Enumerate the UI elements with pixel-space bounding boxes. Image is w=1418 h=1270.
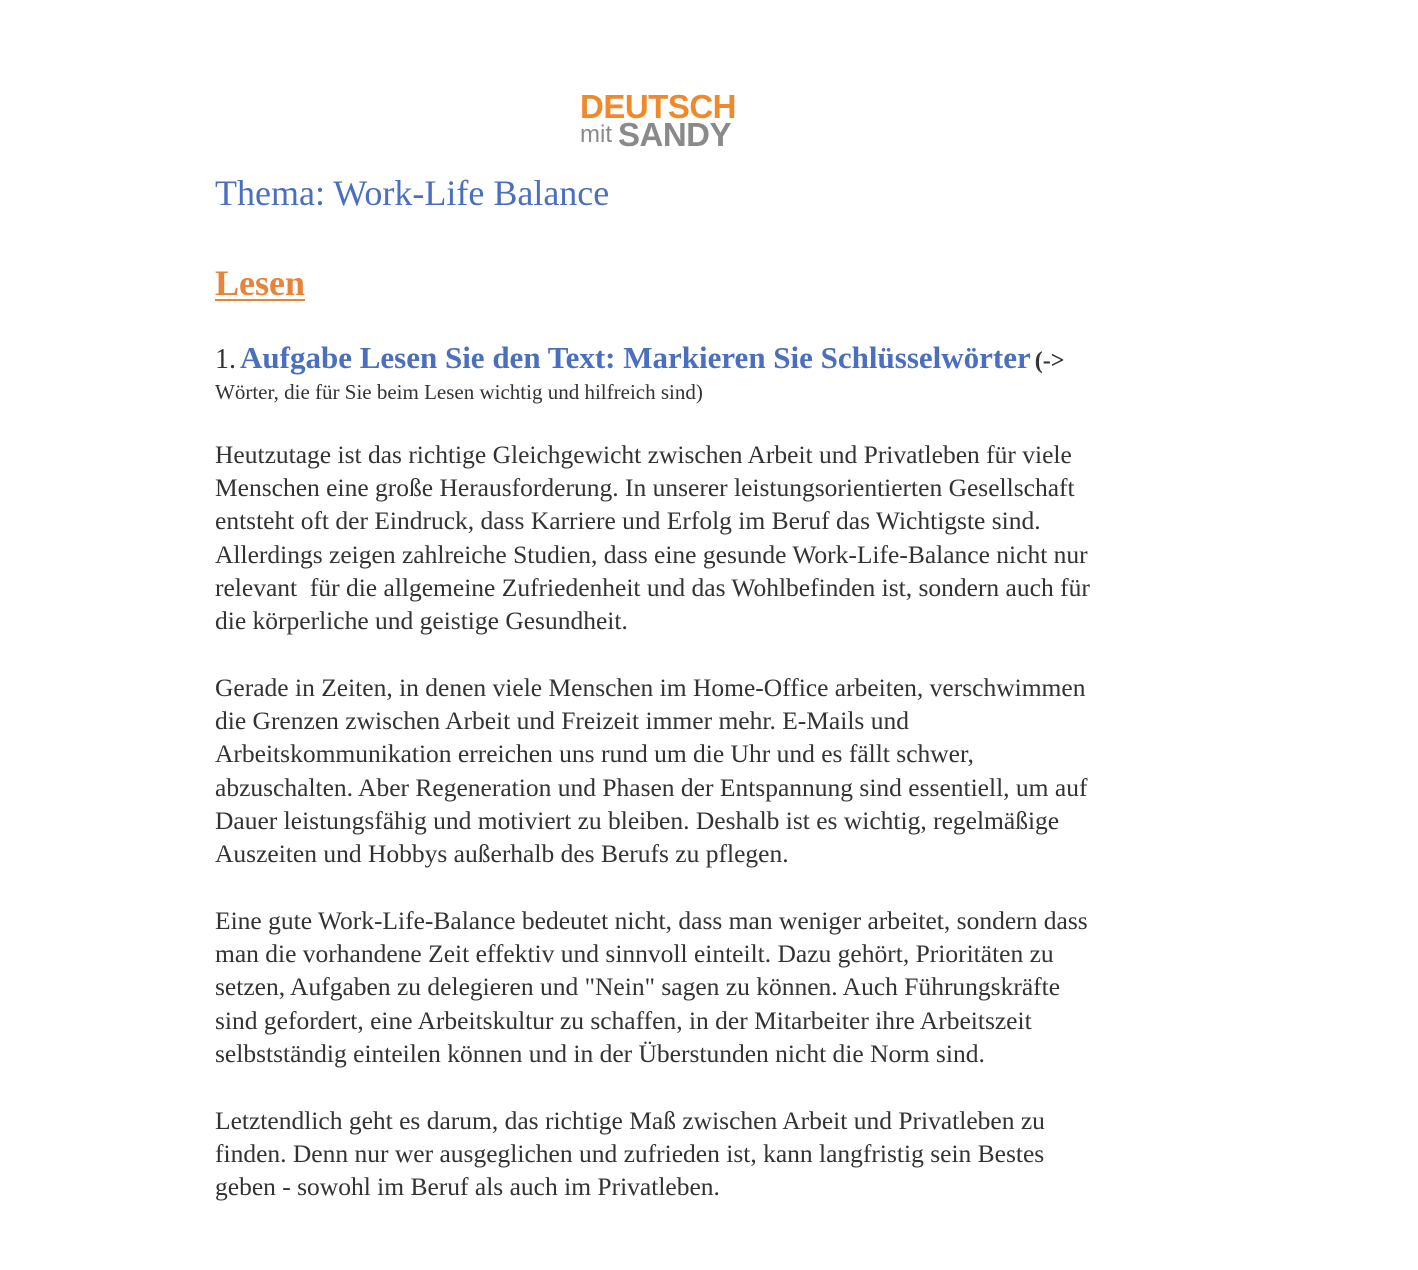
paragraph-line: Arbeitskommunikation erreichen uns rund um die Uhr und es fällt schwer, <box>215 739 974 769</box>
paragraph-line: man die vorhandene Zeit effektiv und sinnvoll einteilt. Dazu gehört, Prioritäten zu <box>215 939 1054 969</box>
task-number: 1. <box>215 344 236 375</box>
paragraph-line: abzuschalten. Aber Regeneration und Phasen der Entspannung sind essentiell, um auf <box>215 772 1088 802</box>
paragraph-line: entsteht oft der Eindruck, dass Karriere und Erfolg im Beruf das Wichtigste sind. <box>215 506 1041 536</box>
paragraph-4 <box>215 1104 1225 1204</box>
paragraph-line: Eine gute Work-Life-Balance bedeutet nicht, dass man weniger arbeitet, sondern dass <box>215 906 1088 935</box>
paragraph-line: sind gefordert, eine Arbeitskultur zu schaffen, in der Mitarbeiter ihre Arbeitszeit <box>215 1005 1032 1035</box>
paragraph-line: relevant für die allgemeine Zufriedenheit und das Wohlbefinden ist, sondern auch für <box>215 572 1090 602</box>
task-arrow: (-> <box>1034 348 1065 374</box>
paragraph-1 <box>215 438 1225 637</box>
paragraph-3 <box>215 904 1225 1070</box>
paragraph-line: Menschen eine große Herausforderung. In unserer leistungsorientierten Gesellschaft <box>215 473 1075 503</box>
paragraph-line: Letztendlich geht es darum, das richtige Maß zwischen Arbeit und Privatleben zu <box>215 1106 1045 1135</box>
logo-text-sandy: SANDY <box>618 116 732 153</box>
task-heading-line <box>215 340 1215 382</box>
paragraph-2 <box>215 671 1225 870</box>
paragraph-line: setzen, Aufgaben zu delegieren und "Nein" sagen zu können. Auch Führungskräfte <box>215 972 1061 1002</box>
logo-text-mit: mit <box>580 121 612 148</box>
paragraph-line: Gerade in Zeiten, in denen viele Menschen im Home-Office arbeiten, verschwimmen <box>215 673 1086 702</box>
page-title: Thema: Work-Life Balance <box>215 173 610 213</box>
task-heading: Aufgabe Lesen Sie den Text: Markieren Sie Schlüsselwörter <box>240 340 1031 375</box>
paragraph-line: geben - sowohl im Beruf als auch im Privatleben. <box>215 1172 720 1202</box>
task-instruction <box>215 340 1215 404</box>
paragraph-line: Heutzutage ist das richtige Gleichgewicht zwischen Arbeit und Privatleben für viele <box>215 440 1072 469</box>
logo-text-deutsch: DEUTSCH <box>580 88 737 125</box>
paragraph-line: Dauer leistungsfähig und motiviert zu bleiben. Deshalb ist es wichtig, regelmäßige <box>215 805 1060 835</box>
brand-logo <box>577 90 767 156</box>
paragraph-line: selbstständig einteilen können und in der Überstunden nicht die Norm sind. <box>215 1038 985 1068</box>
paragraph-line: die körperliche und geistige Gesundheit. <box>215 606 628 636</box>
paragraph-line: finden. Denn nur wer ausgeglichen und zufrieden ist, kann langfristig sein Bestes <box>215 1139 1045 1169</box>
paragraph-line: die Grenzen zwischen Arbeit und Freizeit immer mehr. E-Mails und <box>215 706 909 736</box>
paragraph-line: Allerdings zeigen zahlreiche Studien, dass eine gesunde Work-Life-Balance nicht nur <box>215 539 1088 569</box>
paragraph-line: Auszeiten und Hobbys außerhalb des Berufs zu pflegen. <box>215 839 789 869</box>
task-note: Wörter, die für Sie beim Lesen wichtig und hilfreich sind) <box>215 380 703 404</box>
section-heading-lesen: Lesen <box>215 263 305 303</box>
